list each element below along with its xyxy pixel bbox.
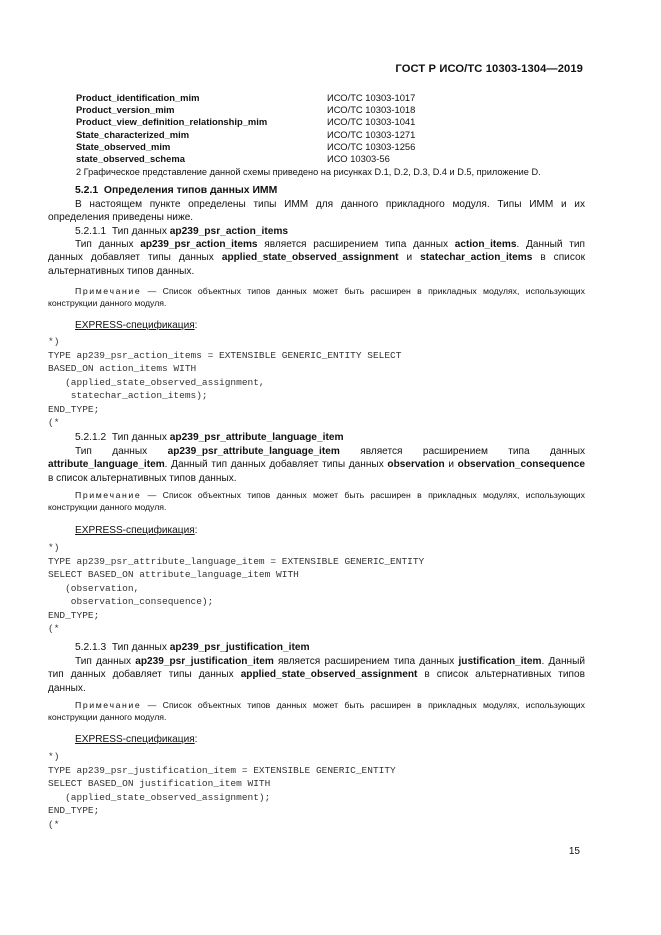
express-label: EXPRESS-спецификация: — [75, 525, 198, 536]
table-row — [76, 104, 596, 116]
mim-ref: ИСО/ТС 10303-1256 — [327, 140, 416, 152]
mim-name: Product_view_definition_relationship_mim — [76, 116, 268, 128]
subsection-paragraph: Тип данных ap239_psr_justification_item является расширением типа данных justification_item. Данный тип данных добавляет типы данных applied_state_observed_assignment в список альтернативных типов данных. — [48, 656, 586, 694]
subsection-paragraph: Тип данных ap239_psr_action_items является расширением типа данных action_items. Данный тип данных добавляет типы данных applied_state_observed_assignment и statechar_action_items в список альтернативных типов данных. — [48, 239, 586, 277]
note: Примечание — Список объектных типов данных может быть расширен в прикладных модулях, использующих конструкции данного модуля. — [48, 490, 585, 512]
table-row — [76, 92, 596, 104]
mim-name: state_observed_schema — [76, 152, 185, 164]
footnote: 2 Графическое представление данной схемы приведено на рисунках D.1, D.2, D.3, D.4 и D.5, приложение D. — [76, 167, 541, 177]
express-label: EXPRESS-спецификация: — [75, 734, 198, 745]
express-code-block: *) TYPE ap239_psr_justification_item = EXTENSIBLE GENERIC_ENTITY SELECT BASED_ON justification_item WITH (applied_state_observed_assignment); END_TYPE; (* — [48, 751, 396, 830]
subsection-paragraph: Тип данных ap239_psr_attribute_language_item является расширением типа данных attribute_language_item. Данный тип данных добавляет типы данных observation и observation_consequence в список альтернативных типов данных. — [48, 446, 585, 484]
page-number: 15 — [568, 846, 580, 857]
note: Примечание — Список объектных типов данных может быть расширен в прикладных модулях, использующих конструкции данного модуля. — [48, 700, 585, 722]
express-label: EXPRESS-спецификация: — [75, 320, 198, 331]
subsection-heading: 5.2.1.3 Тип данных ap239_psr_justification_item — [75, 642, 310, 653]
section-intro: В настоящем пункте определены типы ИММ для данного прикладного модуля. Типы ИММ и их определения приведены ниже. — [48, 199, 585, 224]
mim-name: State_observed_mim — [76, 140, 171, 152]
note: Примечание — Список объектных типов данных может быть расширен в прикладных модулях, использующих конструкции данного модуля. — [48, 286, 585, 308]
mim-ref: ИСО/ТС 10303-1017 — [327, 92, 416, 103]
mim-name: State_characterized_mim — [76, 128, 190, 140]
mim-name: Product_version_mim — [76, 104, 175, 116]
mim-ref: ИСО 10303-56 — [327, 152, 390, 164]
subsection-heading: 5.2.1.2 Тип данных ap239_psr_attribute_language_item — [75, 432, 344, 443]
table-row — [76, 153, 596, 165]
express-code-block: *) TYPE ap239_psr_action_items = EXTENSIBLE GENERIC_ENTITY SELECT BASED_ON action_items WITH (applied_state_observed_assignment, statechar_action_items); END_TYPE; (* — [48, 336, 402, 428]
table-row — [76, 129, 596, 141]
mim-ref: ИСО/ТС 10303-1271 — [327, 128, 416, 140]
section-number: 5.2.1 — [75, 185, 99, 196]
mim-reference-table — [76, 92, 596, 165]
subsection-heading — [48, 225, 612, 238]
subsection-lead: Тип данных — [111, 226, 170, 237]
mim-name: Product_identification_mim — [76, 92, 200, 103]
page-header: ГОСТ Р ИСО/ТС 10303-1304—2019 — [395, 63, 583, 75]
table-row — [76, 116, 596, 128]
mim-ref: ИСО/ТС 10303-1041 — [327, 116, 416, 128]
section-title: Определения типов данных ИММ — [103, 185, 278, 196]
section-heading — [48, 184, 585, 197]
subsection-number: 5.2.1.1 — [75, 226, 107, 237]
mim-ref: ИСО/ТС 10303-1018 — [327, 104, 416, 116]
express-code-block: *) TYPE ap239_psr_attribute_language_item = EXTENSIBLE GENERIC_ENTITY SELECT BASED_ON attribute_language_item WITH (observation, observation_consequence); END_TYPE; (* — [48, 542, 425, 634]
table-row — [76, 141, 596, 153]
subsection-type-name: ap239_psr_action_items — [169, 226, 289, 237]
